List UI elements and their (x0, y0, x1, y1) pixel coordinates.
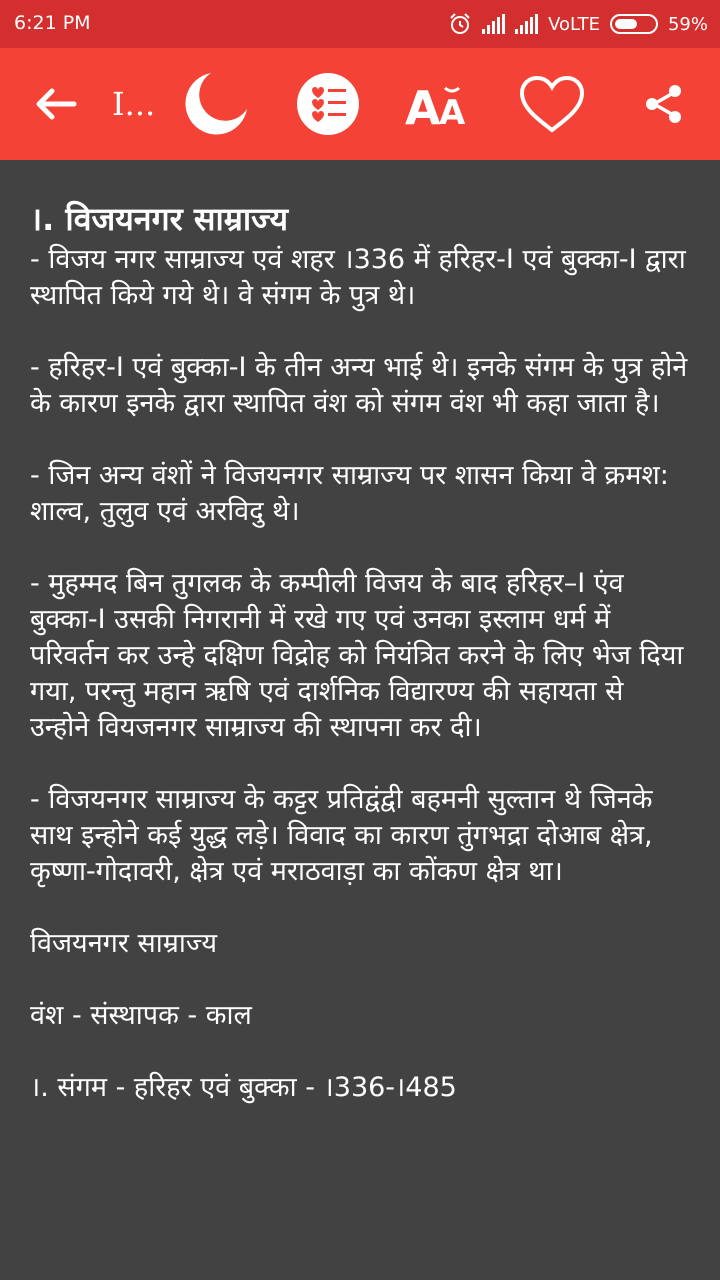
toolbar-title: I... (112, 85, 156, 123)
article-paragraph: - हरिहर-I एवं बुक्का-I के तीन अन्य भाई थे। इनके संगम के पुत्र होने के कारण इनके द्वारा स्थापित वंश को संगम वंश भी कहा जाता है। (30, 352, 688, 419)
article-paragraph: - विजयनगर साम्राज्य के कट्टर प्रतिद्वंद्वी बहमनी सुल्तान थे जिनके साथ इन्होने कई युद्ध लड़े। विवाद का कारण तुंगभद्रा दोआब क्षेत्र, कृष्णा-गोदावरी, क्षेत्र एवं मराठवाड़ा का कोंकण क्षेत्र था। (30, 784, 653, 887)
toolbar (0, 48, 720, 160)
article-paragraph: - जिन अन्य वंशों ने विजयनगर साम्राज्य पर शासन किया वे क्रमश: शाल्व, तुलुव एवं अरविदु थे। (30, 460, 669, 527)
network-type: VoLTE (548, 13, 600, 35)
night-mode-button[interactable] (180, 48, 252, 160)
share-icon (642, 82, 686, 126)
status-icons (448, 8, 708, 40)
font-size-button[interactable] (402, 48, 478, 160)
article-paragraph: वंश - संस्थापक - काल (30, 1000, 252, 1031)
article-heading: ।. विजयनगर साम्राज्य (30, 200, 289, 238)
list-icon (296, 72, 360, 136)
favorite-button[interactable] (516, 48, 588, 160)
article-paragraph: - विजय नगर साम्राज्य एवं शहर ।336 में हरिहर-I एवं बुक्का-I द्वारा स्थापित किये गये थे। वे संगम के पुत्र थे। (30, 244, 686, 311)
article-content (0, 160, 720, 1280)
font-size-icon (405, 74, 475, 134)
share-button[interactable] (636, 48, 692, 160)
chapter-list-button[interactable] (294, 48, 362, 160)
heart-icon (518, 74, 586, 134)
signal-icon (482, 14, 505, 34)
svg-text:A: A (405, 81, 441, 134)
status-time: 6:21 PM (14, 12, 91, 34)
article-paragraph: - मुहम्मद बिन तुगलक के कम्पीली विजय के बाद हरिहर–I एंव बुक्का-I उसकी निगरानी में रखे गए एवं उनका इस्लाम धर्म में परिवर्तन कर उन्हे दक्षिण विद्रोह को नियंत्रित करने के लिए भेज दिया गया, परन्तु महान ऋषि एवं दार्शनिक विद्यारण्य की सहायता से उन्होने वियजनगर साम्राज्य की स्थापना कर दी। (30, 568, 684, 743)
back-button[interactable] (28, 48, 84, 160)
battery-percent: 59% (667, 13, 708, 35)
moon-icon (181, 69, 251, 139)
battery-fill (615, 19, 637, 29)
svg-text:A: A (439, 93, 466, 133)
status-bar (0, 0, 720, 48)
article-paragraph: ।. संगम - हरिहर एवं बुक्का - ।336-।485 (30, 1072, 457, 1103)
article-paragraph: विजयनगर साम्राज्य (30, 928, 217, 959)
alarm-icon (448, 12, 472, 36)
signal-icon (515, 14, 538, 34)
back-arrow-icon (34, 86, 78, 122)
battery-icon (610, 14, 658, 34)
